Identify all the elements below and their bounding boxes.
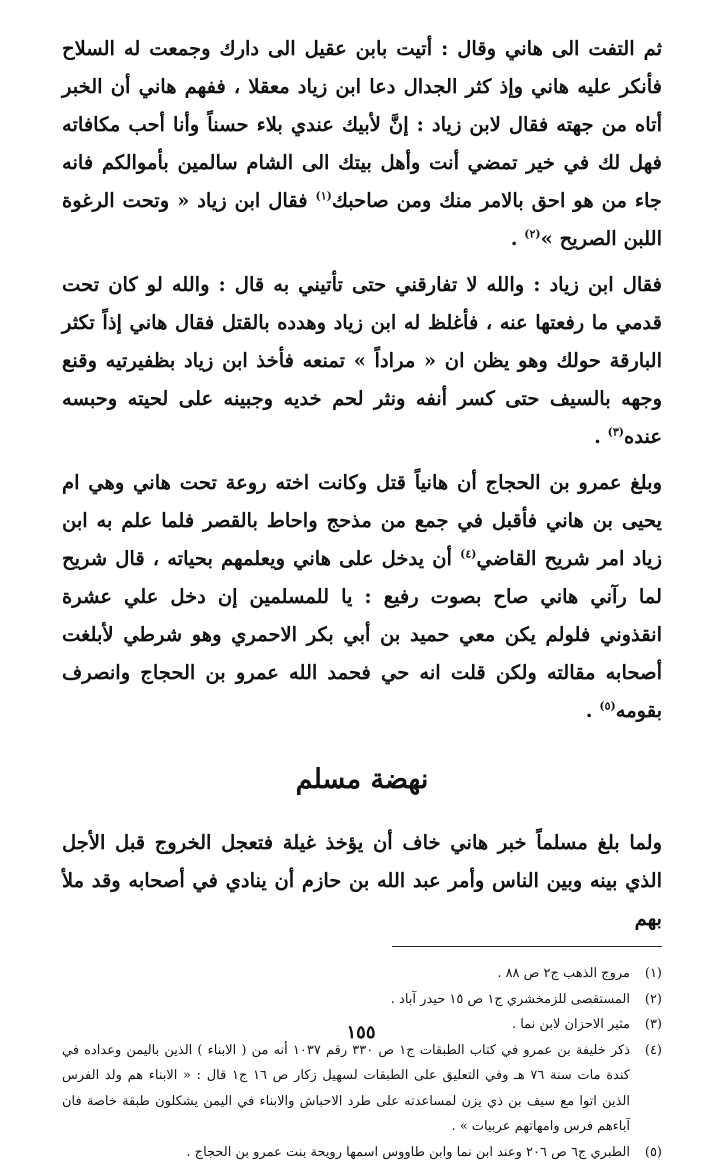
footnote-number: (٢) <box>630 987 662 1013</box>
footnote-ref-1: (١) <box>315 190 331 203</box>
section-paragraph: ولما بلغ مسلماً خبر هاني خاف أن يؤخذ غيلة فتعجل الخروج قبل الأجل الذي بينه وبين الناس وأمر عبد الله بن حازم أن ينادي في أصحابه وقد ملأ بهم <box>62 824 662 938</box>
footnote-text: مروج الذهب ج٢ ص ٨٨ . <box>62 961 630 987</box>
footnote-ref-3: (٣) <box>608 426 624 439</box>
footnote-text: المستقصى للزمخشري ج١ ص ١٥ حيدر آباد . <box>62 987 630 1013</box>
footnotes <box>62 961 662 1165</box>
footnote-divider <box>392 946 662 947</box>
page-number: ١٥٥ <box>0 1022 722 1043</box>
section-heading: نهضة مسلم <box>62 760 662 800</box>
paragraph-1-text-b: فقال ابن زياد « وتحت الرغوة اللبن الصريح » <box>62 189 662 250</box>
footnote-5 <box>62 1140 662 1165</box>
footnote-text: مثير الاحزان لابن نما . <box>62 1012 630 1038</box>
footnote-1 <box>62 961 662 987</box>
paragraph-2 <box>62 266 662 456</box>
paragraph-3-text-c: . <box>586 699 600 722</box>
paragraph-2-text-b: . <box>594 425 608 448</box>
footnote-text: ذكر خليفة بن عمرو في كتاب الطبقات ج١ ص ٣٣٠ رقم ١٠٣٧ أنه من ( الابناء ) الذين باليمن وعداده في كندة مات سنة ٧٦ هـ وفي التعليق على الطبقات لسهيل زكار ص ١٦ ج١ قال : « الابناء هم ولد الفرس الذين اتوا مع سيف بن ذي يزن لمساعدته على طرد الاحباش والابناء في اليمن يشكلون طبقة خاصة فان آباءهم فرس وامهاتهم عربيات » . <box>62 1038 630 1140</box>
footnote-number: (١) <box>630 961 662 987</box>
footnote-ref-5: (٥) <box>599 700 615 713</box>
footnote-2 <box>62 987 662 1013</box>
book-page <box>62 30 662 1165</box>
paragraph-1-text-c: . <box>511 227 525 250</box>
paragraph-3-text-b: أن يدخل على هاني ويعلمهم بحياته ، قال شريح لما رآني هاني صاح بصوت رفيع : يا للمسلمين إن دخل علي عشرة انقذوني فلولم يكن معي حميد بن أبي بكر الاحمري وهو شرطي لأبلغت أصحابه مقالته ولكن قلت انه حي فحمد الله عمرو بن الحجاج وانصرف بقومه <box>62 547 662 722</box>
footnote-ref-2: (٢) <box>524 228 540 241</box>
paragraph-2-text-a: فقال ابن زياد : والله لا تفارقني حتى تأتيني به قال : والله لو كان تحت قدمي ما رفعتها عنه ، فأغلظ له ابن زياد وهدده بالقتل فقال هاني إذاً تكثر البارقة حولك وهو يظن ان « مراداً » تمنعه فأخذ ابن زياد بظفيرتيه وقنع وجهه بالسيف حتى كسر أنفه ونثر لحم خديه وجبينه على لحيته وحبسه عنده <box>62 273 662 448</box>
footnote-number: (٤) <box>630 1038 662 1064</box>
footnote-number: (٣) <box>630 1012 662 1038</box>
paragraph-3 <box>62 464 662 730</box>
footnote-ref-4: (٤) <box>460 548 476 561</box>
footnote-text: الطبري ج٦ ص ٢٠٦ وعند ابن نما وابن طاووس اسمها رويحة بنت عمرو بن الحجاج . <box>62 1140 630 1165</box>
paragraph-3-text-a: وبلغ عمرو بن الحجاج أن هانياً قتل وكانت اخته روعة تحت هاني وهي ام يحيى بن هاني فأقبل في جمع من مذحج واحاط بالقصر فلما علم به ابن زياد امر شريح القاضي <box>62 471 662 570</box>
paragraph-1-text-a: ثم التفت الى هاني وقال : أتيت بابن عقيل الى دارك وجمعت له السلاح فأنكر عليه هاني وإذ كثر الجدال دعا ابن زياد معقلا ، ففهم هاني أن الخبر أتاه من جهته فقال لابن زياد : إنَّ لأبيك عندي بلاء حسناً وأنا أحب مكافاته فهل لك في خير تمضي أنت وأهل بيتك الى الشام سالمين بأموالكم فانه جاء من هو احق بالامر منك ومن صاحبك <box>62 37 662 212</box>
paragraph-1 <box>62 30 662 258</box>
footnote-number: (٥) <box>630 1140 662 1165</box>
